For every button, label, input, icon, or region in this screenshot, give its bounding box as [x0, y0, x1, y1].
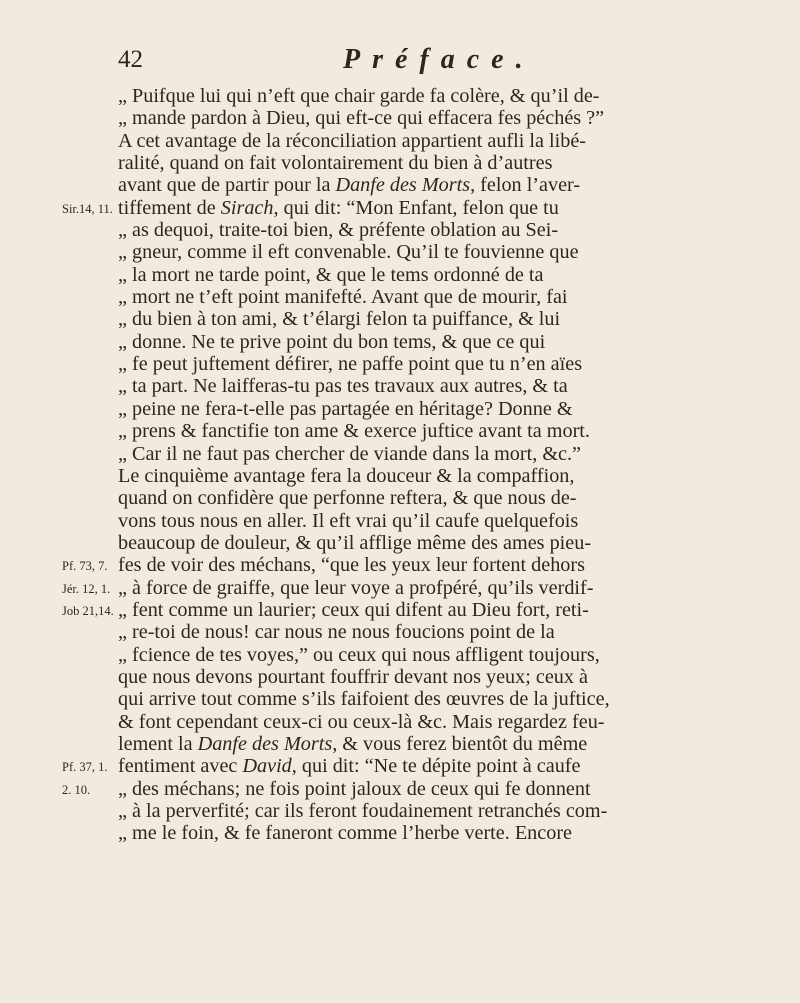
margin-reference: Jér. 12, 1. — [62, 581, 111, 596]
margin-reference: Pf. 73, 7. — [62, 559, 108, 574]
page-header — [0, 42, 800, 76]
text-line — [62, 644, 752, 666]
text-line — [62, 599, 752, 621]
line-text: „ Puifque lui qui n’eft que chair garde fa colère, & qu’il de- — [118, 85, 600, 107]
line-text: tiffement de Sirach, qui dit: “Mon Enfant, felon que tu — [118, 196, 559, 219]
text-line — [62, 621, 752, 643]
text-line — [62, 420, 752, 442]
text-line — [62, 152, 752, 174]
margin-reference: Pf. 37, 1. — [62, 760, 108, 775]
line-text: fes de voir des méchans, “que les yeux leur fortent dehors — [118, 554, 585, 577]
line-text: „ mort ne t’eft point manifefté. Avant que de mourir, fai — [118, 286, 568, 309]
line-text: A cet avantage de la réconciliation appartient aufli la libé- — [118, 129, 587, 152]
line-text: lement la Danfe des Morts, & vous ferez bientôt du même — [118, 732, 588, 755]
line-text: „ donne. Ne te prive point du bon tems, & que ce qui — [118, 330, 546, 353]
text-line — [62, 733, 752, 755]
text-line — [62, 174, 752, 196]
line-text: „ la mort ne tarde point, & que le tems ordonné de ta — [118, 263, 544, 286]
text-line — [62, 443, 752, 465]
line-text: vons tous nous en aller. Il eft vrai qu’il caufe quelquefois — [118, 509, 579, 532]
line-text: „ prens & fanctifie ton ame & exerce juftice avant ta mort. — [118, 420, 590, 443]
line-text: „ des méchans; ne fois point jaloux de ceux qui fe donnent — [118, 777, 591, 800]
text-line — [62, 308, 752, 330]
line-text: „ me le foin, & fe faneront comme l’herbe verte. Encore — [118, 822, 573, 845]
margin-reference: Job 21,14. — [62, 603, 114, 618]
body-text-block — [62, 85, 752, 845]
text-line — [62, 711, 752, 733]
text-line — [62, 688, 752, 710]
text-line — [62, 85, 752, 107]
line-text: „ du bien à ton ami, & t’élargi felon ta puiffance, & lui — [118, 308, 561, 331]
line-text: „ à la perverfité; car ils feront foudainement retranchés com- — [118, 800, 608, 822]
page-number: 42 — [118, 46, 143, 73]
line-text: „ à force de graiffe, que leur voye a profpéré, qu’ils verdif- — [118, 576, 594, 599]
line-text: que nous devons pourtant fouffrir devant nos yeux; ceux à — [118, 665, 588, 688]
text-line — [62, 778, 752, 800]
line-text: Le cinquième avantage fera la douceur & la compaffion, — [118, 464, 575, 487]
running-title: Préface. — [343, 44, 535, 75]
text-line — [62, 755, 752, 777]
text-line — [62, 331, 752, 353]
text-line — [62, 666, 752, 688]
text-line — [62, 286, 752, 308]
text-line — [62, 197, 752, 219]
text-line — [62, 375, 752, 397]
line-text: quand on confidère que perfonne reftera, & que nous de- — [118, 487, 577, 510]
line-text: ralité, quand on fait volontairement du bien à d’autres — [118, 152, 553, 175]
line-text: & font cependant ceux-ci ou ceux-là &c. Mais regardez feu- — [118, 710, 605, 733]
line-text: „ Car il ne faut pas chercher de viande dans la mort, &c.” — [118, 442, 581, 465]
text-line — [62, 487, 752, 509]
line-text: fentiment avec David, qui dit: “Ne te dépite point à caufe — [118, 755, 581, 778]
text-line — [62, 241, 752, 263]
text-line — [62, 510, 752, 532]
line-text: „ mande pardon à Dieu, qui eft-ce qui effacera fes péchés ?” — [118, 107, 605, 130]
text-line — [62, 800, 752, 822]
text-line — [62, 353, 752, 375]
text-line — [62, 577, 752, 599]
line-text: „ fe peut juftement défirer, ne paffe point que tu n’en aïes — [118, 353, 583, 376]
text-line — [62, 219, 752, 241]
line-text: „ fcience de tes voyes,” ou ceux qui nous affligent toujours, — [118, 643, 600, 666]
text-line — [62, 398, 752, 420]
line-text: „ gneur, comme il eft convenable. Qu’il te fouvienne que — [118, 241, 579, 264]
line-text: „ ta part. Ne laifferas-tu pas tes travaux aux autres, & ta — [118, 375, 568, 398]
line-text: „ re-toi de nous! car nous ne nous foucions point de la — [118, 621, 555, 644]
text-line — [62, 465, 752, 487]
line-text: qui arrive tout comme s’ils faifoient des œuvres de la juftice, — [118, 688, 610, 711]
text-line — [62, 107, 752, 129]
margin-reference: Sir.14, 11. — [62, 201, 113, 216]
text-line — [62, 532, 752, 554]
margin-reference: 2. 10. — [62, 782, 91, 797]
text-line — [62, 264, 752, 286]
text-line — [62, 554, 752, 576]
line-text: beaucoup de douleur, & qu’il afflige même des ames pieu- — [118, 531, 592, 554]
line-text: „ as dequoi, traite-toi bien, & préfente oblation au Sei- — [118, 219, 559, 242]
text-line — [62, 130, 752, 152]
line-text: „ peine ne fera-t-elle pas partagée en héritage? Donne & — [118, 397, 573, 420]
line-text: avant que de partir pour la Danfe des Morts, felon l’aver- — [118, 174, 581, 197]
line-text: „ fent comme un laurier; ceux qui difent au Dieu fort, reti- — [118, 598, 589, 621]
text-line — [62, 822, 752, 844]
